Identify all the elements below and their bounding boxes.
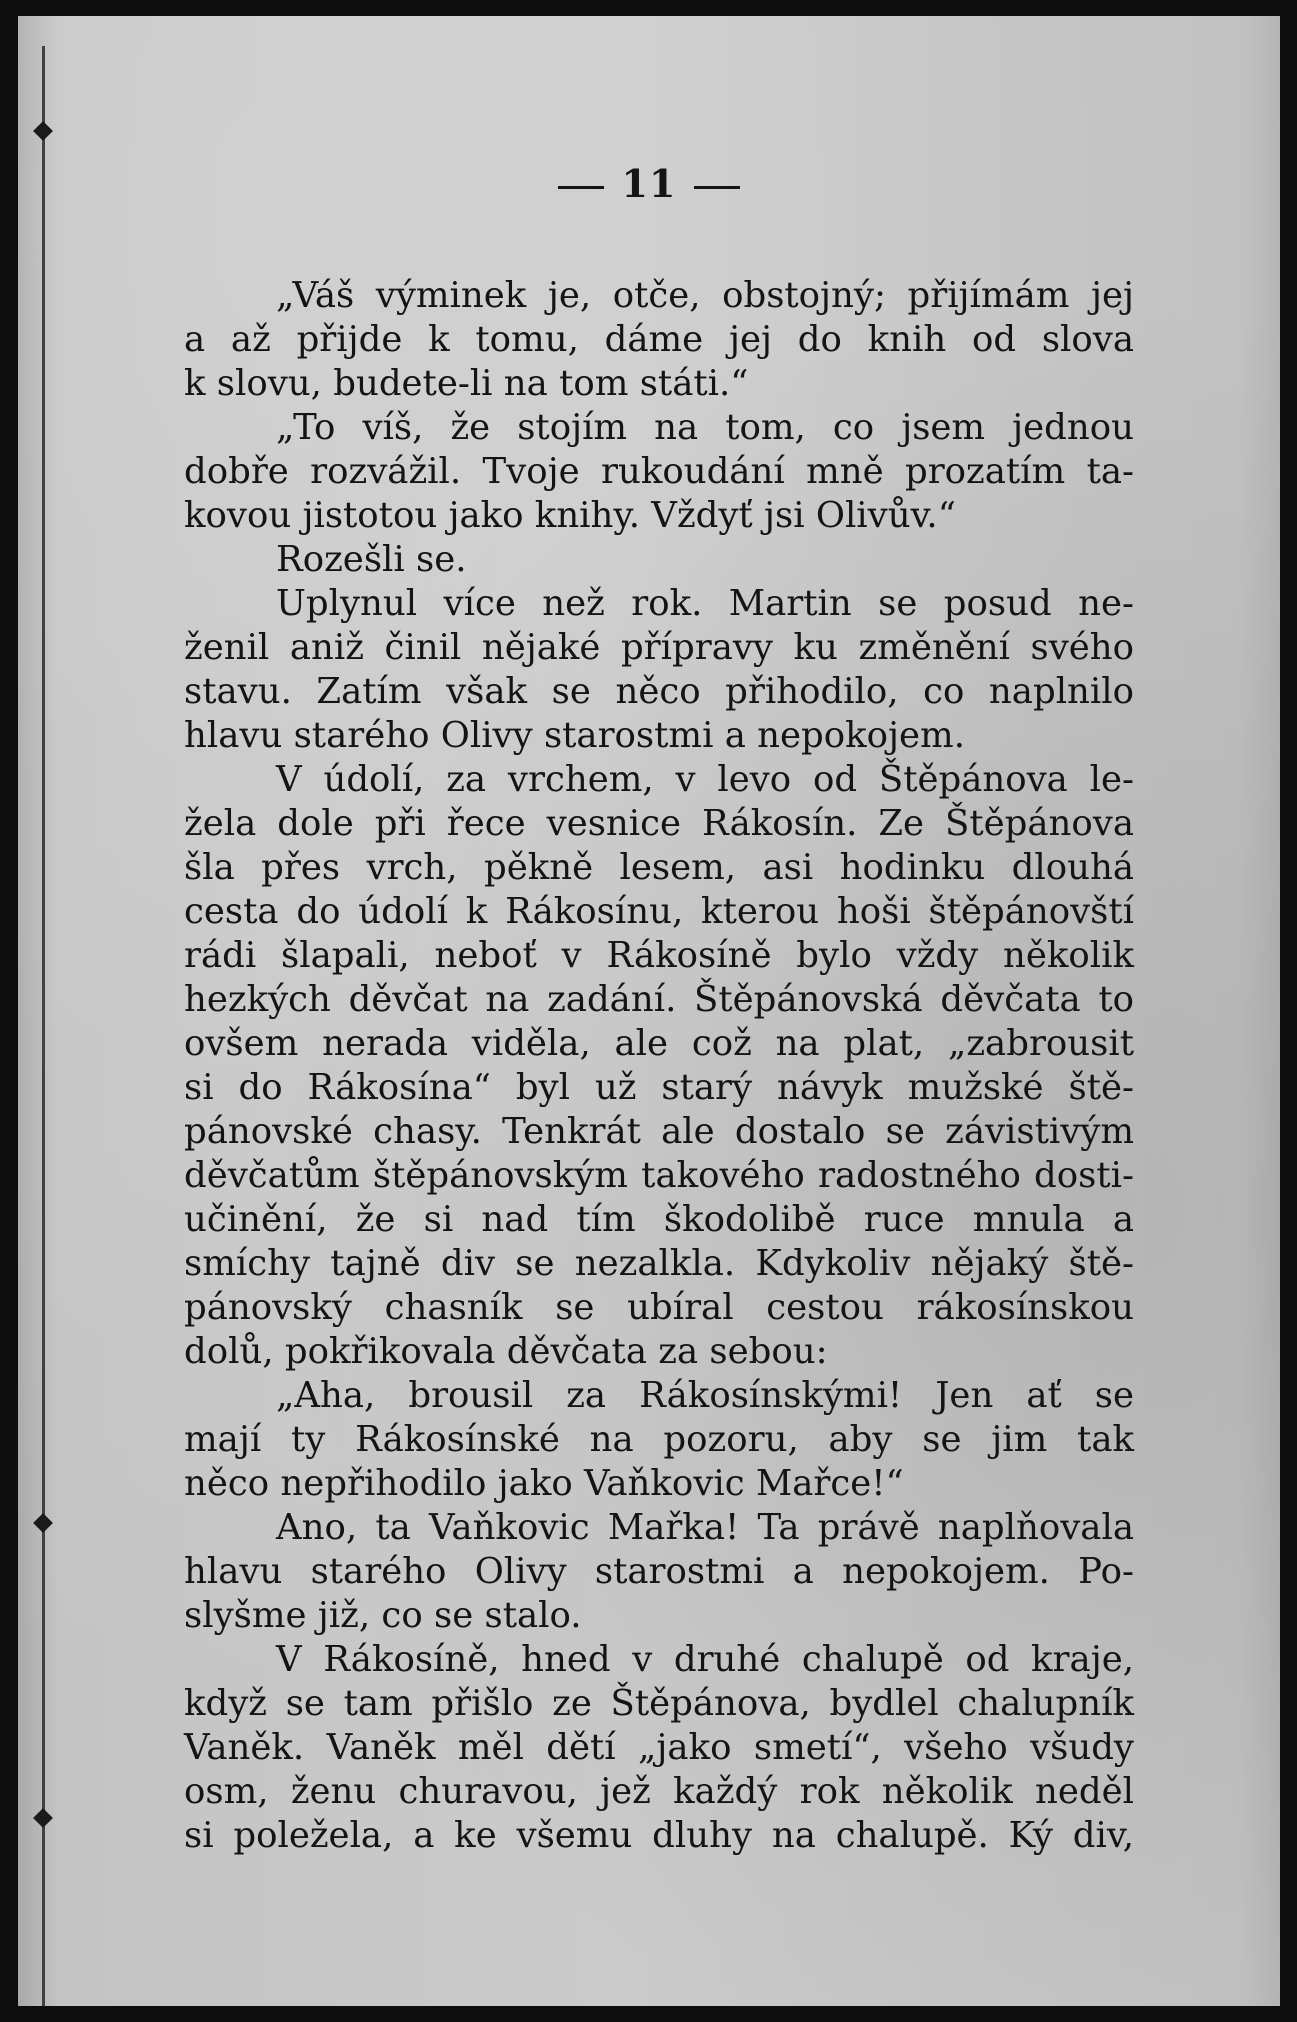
scanned-book-page <box>18 16 1280 2006</box>
text-line: kovou jistotou jako knihy. Vždyť jsi Olivův.“ <box>184 495 956 536</box>
text-line: V Rákosíně, hned v druhé chalupě od kraje, <box>276 1639 1134 1680</box>
page-number-header <box>18 161 1280 206</box>
text-line: ovšem nerada viděla, ale což na plat, „zabrousit <box>184 1023 1134 1064</box>
text-line: „Aha, brousil za Rákosínskými! Jen ať se <box>276 1375 1134 1416</box>
page-number: 11 <box>621 161 677 206</box>
text-line: rádi šlapali, neboť v Rákosíně bylo vždy několik <box>184 935 1134 976</box>
text-line: Ano, ta Vaňkovic Mařka! Ta právě naplňovala <box>276 1507 1134 1548</box>
text-line: osm, ženu churavou, jež každý rok několik neděl <box>184 1771 1134 1812</box>
text-line: něco nepřihodilo jako Vaňkovic Mařce!“ <box>184 1463 904 1504</box>
text-line: hezkých děvčat na zadání. Štěpánovská děvčata to <box>184 979 1134 1020</box>
text-line: Vaněk. Vaněk měl dětí „jako smetí“, všeho všudy <box>184 1727 1134 1768</box>
text-line: Rozešli se. <box>276 539 467 580</box>
text-line: Uplynul více než rok. Martin se posud ne- <box>276 583 1134 624</box>
binding-mark <box>33 1808 53 1828</box>
text-line: když se tam přišlo ze Štěpánova, bydlel chalupník <box>184 1683 1134 1724</box>
text-line: k slovu, budete-li na tom státi.“ <box>184 363 749 404</box>
text-line: učinění, že si nad tím škodolibě ruce mnula a <box>184 1199 1134 1240</box>
text-line: hlavu starého Olivy starostmi a nepokojem. <box>184 715 965 756</box>
text-line: V údolí, za vrchem, v levo od Štěpánova le- <box>276 759 1134 800</box>
text-line: a až přijde k tomu, dáme jej do knih od slova <box>184 319 1134 360</box>
text-line: dolů, pokřikovala děvčata za sebou: <box>184 1331 828 1372</box>
text-line: „Váš výminek je, otče, obstojný; přijímám jej <box>276 275 1134 316</box>
text-line: smíchy tajně div se nezalkla. Kdykoliv nějaký ště- <box>184 1243 1134 1284</box>
text-line: dobře rozvážil. Tvoje rukoudání mně prozatím ta- <box>184 451 1134 492</box>
text-line: si do Rákosína“ byl už starý návyk mužské ště- <box>184 1067 1134 1108</box>
text-line: šla přes vrch, pěkně lesem, asi hodinku dlouhá <box>184 847 1134 888</box>
text-line: pánovské chasy. Tenkrát ale dostalo se závistivým <box>184 1111 1134 1152</box>
text-line: děvčatům štěpánovským takového radostného dosti- <box>184 1155 1134 1196</box>
text-line: „To víš, že stojím na tom, co jsem jednou <box>276 407 1134 448</box>
header-dash-right <box>694 186 740 189</box>
text-line: žela dole při řece vesnice Rákosín. Ze Štěpánova <box>184 803 1134 844</box>
binding-edge <box>42 46 45 2006</box>
text-line: stavu. Zatím však se něco přihodilo, co naplnilo <box>184 671 1134 712</box>
text-line: hlavu starého Olivy starostmi a nepokojem. Po- <box>184 1551 1134 1592</box>
text-line: mají ty Rákosínské na pozoru, aby se jim tak <box>184 1419 1134 1460</box>
text-line: si poležela, a ke všemu dluhy na chalupě. Ký div, <box>184 1815 1134 1856</box>
header-dash-left <box>558 186 604 189</box>
binding-mark <box>33 1513 53 1533</box>
text-line: pánovský chasník se ubíral cestou rákosínskou <box>184 1287 1134 1328</box>
binding-mark <box>33 121 53 141</box>
body-text <box>184 274 1134 1858</box>
text-line: ženil aniž činil nějaké přípravy ku změnění svého <box>184 627 1134 668</box>
text-line: slyšme již, co se stalo. <box>184 1595 582 1636</box>
text-line: cesta do údolí k Rákosínu, kterou hoši štěpánovští <box>184 891 1134 932</box>
